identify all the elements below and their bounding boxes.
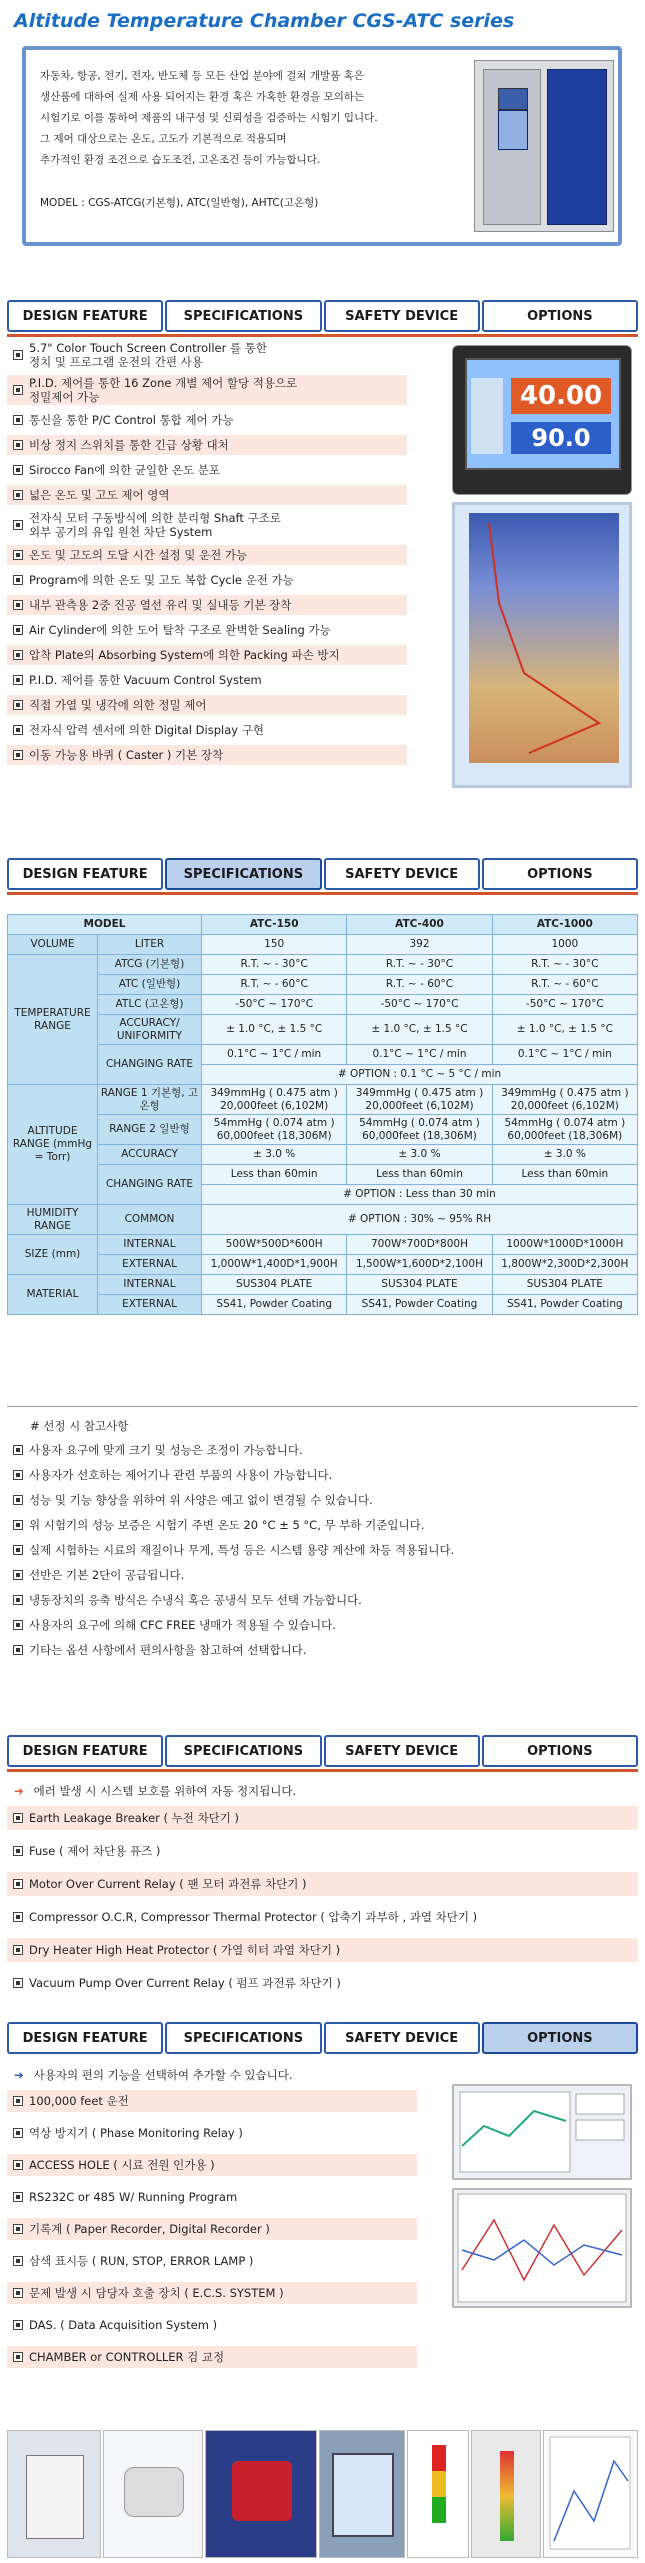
note-item [7, 1640, 638, 1660]
range1-b: 20,000feet (6,102M) [220, 1099, 329, 1112]
cell-range1: RANGE 1 기본형, 고온형 [98, 1085, 202, 1115]
chamber-product-image [474, 60, 614, 232]
row-size: SIZE (mm) [8, 1235, 98, 1275]
safety-item-text: Motor Over Current Relay ( 팬 모터 과전류 차단기 ) [29, 1877, 307, 1891]
feature-item-text: 5.7" Color Touch Screen Controller 를 통한 정치 및 프로그램 운전의 간편 사용 [29, 341, 267, 369]
safety-item-text: Fuse ( 제어 차단용 퓨즈 ) [29, 1844, 161, 1858]
chart-paper-photo [543, 2430, 638, 2558]
safety-item [7, 1905, 638, 1929]
access-hole-photo [103, 2430, 203, 2558]
option-item-text: 기록계 ( Paper Recorder, Digital Recorder ) [29, 2222, 270, 2236]
cell-range2-value [347, 1115, 492, 1145]
cell-range1-value [492, 1085, 637, 1115]
chamber-door [547, 69, 607, 225]
square-bullet-icon [13, 465, 23, 475]
note-item [7, 1540, 638, 1560]
paper-frame [550, 2437, 630, 2549]
options-list [7, 2090, 417, 2378]
feature-item [7, 570, 407, 590]
feature-item-text: 전자식 모터 구동방식에 의한 분리형 Shaft 구조로 외부 공기의 유입 원천 차단 System [29, 511, 281, 539]
feature-item-text: 통신을 통한 P/C Control 통합 제어 가능 [29, 413, 234, 427]
option-item [7, 2282, 417, 2304]
tab-safety-device[interactable]: SAFETY DEVICE [324, 2022, 480, 2054]
cell: ± 3.0 % [202, 1145, 347, 1165]
arrow-right-icon: ➔ [14, 1784, 24, 1798]
model-line: MODEL : CGS-ATCG(기본형), ATC(일반형), AHTC(고온형) [40, 197, 319, 209]
controller-screen [465, 358, 621, 470]
temperature-profile-line [489, 523, 599, 753]
page-title: Altitude Temperature Chamber CGS-ATC series [14, 10, 515, 32]
safety-item [7, 1971, 638, 1995]
square-bullet-icon [13, 440, 23, 450]
tab-specifications[interactable]: SPECIFICATIONS [165, 1735, 321, 1767]
safety-item [7, 1806, 638, 1830]
cell: SS41, Powder Coating [202, 1295, 347, 1315]
cell-range1-value [202, 1085, 347, 1115]
feature-item [7, 595, 407, 615]
cell: SS41, Powder Coating [347, 1295, 492, 1315]
tab-specifications[interactable]: SPECIFICATIONS [165, 2022, 321, 2054]
lamp-stack [500, 2451, 514, 2541]
note-item [7, 1490, 638, 1510]
th-atc400: ATC-400 [347, 915, 492, 935]
square-bullet-icon [13, 1813, 23, 1823]
row-humidity: HUMIDITY RANGE [8, 1205, 98, 1235]
feature-item-text: 이동 가능용 바퀴 ( Caster ) 기본 장착 [29, 748, 224, 762]
option-item-text: 문제 발생 시 담당자 호출 장치 ( E.C.S. SYSTEM ) [29, 2286, 284, 2300]
cell-internal: INTERNAL [98, 1275, 202, 1295]
safety-item-text: Compressor O.C.R, Compressor Thermal Protector ( 압축기 과부하 , 과열 차단기 ) [29, 1910, 478, 1924]
cell-alt-changing-option: # OPTION : Less than 30 min [202, 1185, 638, 1205]
feature-item-text: 넓은 온도 및 고도 제어 영역 [29, 488, 170, 502]
cell: 1,800W*2,300D*2,300H [492, 1255, 637, 1275]
tab-specifications[interactable]: SPECIFICATIONS [165, 858, 321, 890]
cell: 0.1°C ~ 1°C / min [347, 1045, 492, 1065]
option-item [7, 2186, 417, 2208]
feature-item-text: 온도 및 고도의 도달 시간 설정 및 운전 가능 [29, 548, 248, 562]
tab-underline [7, 334, 638, 337]
intro-box [22, 46, 622, 246]
lamp-photo [471, 2430, 541, 2558]
cell-alt-accuracy: ACCURACY [98, 1145, 202, 1165]
feature-item [7, 670, 407, 690]
lamp-yellow [432, 2471, 446, 2497]
intro-line: 자동차, 항공, 전기, 전자, 반도체 등 모든 산업 분야에 걸쳐 개발품 혹은 [40, 70, 364, 82]
note-item [7, 1515, 638, 1535]
cell-humidity-option: # OPTION : 30% ~ 95% RH [202, 1205, 638, 1235]
feature-item-text: 비상 정지 스위치를 통한 긴급 상황 대처 [29, 438, 229, 452]
intro-line: 그 제어 대상으로는 온도, 고도가 기본적으로 적용되며 [40, 133, 287, 145]
square-bullet-icon [13, 750, 23, 760]
square-bullet-icon [13, 1912, 23, 1922]
cell-volume-2: 392 [347, 935, 492, 955]
square-bullet-icon [13, 490, 23, 500]
recorder-photo [319, 2430, 405, 2558]
safety-list [7, 1806, 638, 2004]
relay-body [26, 2455, 84, 2539]
feature-item [7, 460, 407, 480]
cell-external: EXTERNAL [98, 1295, 202, 1315]
tab-bar-spec [7, 858, 638, 890]
cell: ± 3.0 % [492, 1145, 637, 1165]
safety-intro [14, 1783, 296, 1799]
options-intro [14, 2067, 293, 2083]
cell: 0.1°C ~ 1°C / min [492, 1045, 637, 1065]
cell: Less than 60min [492, 1165, 637, 1185]
cell: ± 1.0 °C, ± 1.5 °C [202, 1015, 347, 1045]
feature-item [7, 375, 407, 405]
feature-item [7, 695, 407, 715]
altitude-curve [469, 513, 619, 763]
feature-item [7, 435, 407, 455]
feature-list [7, 340, 407, 770]
tab-options[interactable]: OPTIONS [482, 858, 638, 890]
square-bullet-icon [13, 625, 23, 635]
option-item [7, 2154, 417, 2176]
feature-item-text: Air Cylinder에 의한 도어 탈착 구조로 완벽한 Sealing 가능 [29, 623, 331, 637]
square-bullet-icon [13, 2256, 23, 2266]
cell: Less than 60min [347, 1165, 492, 1185]
feature-item [7, 645, 407, 665]
cell: R.T. ~ - 30°C [492, 955, 637, 975]
tab-bar-design [7, 300, 638, 332]
connector-body [232, 2461, 292, 2521]
feature-item [7, 720, 407, 740]
note-item-text: 사용자 요구에 맞게 크기 및 성능은 조정이 가능합니다. [29, 1443, 303, 1457]
cell: R.T. ~ - 30°C [202, 955, 347, 975]
cell-atlc: ATLC (고온형) [98, 995, 202, 1015]
paper-chart [544, 2431, 637, 2557]
controller-sidebar [471, 378, 503, 454]
relay-photo [7, 2430, 101, 2558]
tab-bar-safety [7, 1735, 638, 1767]
safety-item-text: Dry Heater High Heat Protector ( 가열 히터 과열 차단기 ) [29, 1943, 341, 1957]
square-bullet-icon [13, 1545, 23, 1555]
cell-accuracy: ACCURACY/ UNIFORMITY [98, 1015, 202, 1045]
feature-item [7, 485, 407, 505]
square-bullet-icon [13, 1620, 23, 1630]
recorder-trend [454, 2190, 630, 2306]
cell-range2-value [202, 1115, 347, 1145]
feature-item [7, 340, 407, 370]
cell: 0.1°C ~ 1°C / min [202, 1045, 347, 1065]
note-item [7, 1615, 638, 1635]
cell: R.T. ~ - 60°C [347, 975, 492, 995]
cell: SUS304 PLATE [202, 1275, 347, 1295]
cell: 500W*500D*600H [202, 1235, 347, 1255]
cell: 1,000W*1,400D*1,900H [202, 1255, 347, 1275]
options-intro-text: 사용자의 편의 기능을 선택하여 추가할 수 있습니다. [33, 2068, 293, 2082]
square-bullet-icon [13, 575, 23, 585]
square-bullet-icon [13, 1978, 23, 1988]
cell: R.T. ~ - 60°C [492, 975, 637, 995]
tab-underline [7, 1769, 638, 1772]
cell: -50°C ~ 170°C [347, 995, 492, 1015]
square-bullet-icon [13, 1595, 23, 1605]
square-bullet-icon [13, 350, 23, 360]
square-bullet-icon [13, 2160, 23, 2170]
connector-photo [205, 2430, 317, 2558]
intro-line: 추가적인 환경 조건으로 습도조건, 고온조건 등이 가능합니다. [40, 154, 321, 166]
cell-changing-rate: CHANGING RATE [98, 1045, 202, 1085]
option-item-text: DAS. ( Data Acquisition System ) [29, 2318, 218, 2332]
cell: ± 1.0 °C, ± 1.5 °C [492, 1015, 637, 1045]
square-bullet-icon [13, 650, 23, 660]
feature-item [7, 745, 407, 765]
range1-a: 349mmHg ( 0.475 atm ) [501, 1086, 629, 1099]
chamber-side-panel [483, 69, 541, 225]
square-bullet-icon [13, 2128, 23, 2138]
square-bullet-icon [13, 1470, 23, 1480]
square-bullet-icon [13, 1945, 23, 1955]
atmosphere-graph-image [452, 502, 632, 788]
cell: R.T. ~ - 60°C [202, 975, 347, 995]
intro-line: 생산품에 대하여 실제 사용 되어지는 환경 혹은 가혹한 환경을 모의하는 [40, 91, 365, 103]
arrow-right-icon: ➔ [14, 2068, 24, 2082]
square-bullet-icon [13, 1520, 23, 1530]
range2-a: 54mmHg ( 0.074 atm ) [213, 1116, 335, 1129]
square-bullet-icon [13, 2320, 23, 2330]
tab-design-feature[interactable]: DESIGN FEATURE [7, 858, 163, 890]
square-bullet-icon [13, 2096, 23, 2106]
note-item-text: 사용자가 선호하는 제어기나 관련 부품의 사용이 가능합니다. [29, 1468, 333, 1482]
tab-design-feature[interactable]: DESIGN FEATURE [7, 1735, 163, 1767]
controller-alt-readout: 90.0 [511, 422, 611, 454]
touch-controller-image [452, 345, 632, 495]
square-bullet-icon [13, 1570, 23, 1580]
option-item [7, 2314, 417, 2336]
specifications-table [7, 914, 638, 1315]
square-bullet-icon [13, 2288, 23, 2298]
cell-internal: INTERNAL [98, 1235, 202, 1255]
note-item-text: 위 시험기의 성능 보증은 시험기 주변 온도 20 °C ± 5 °C, 무 부하 기준입니다. [29, 1518, 425, 1532]
square-bullet-icon [13, 550, 23, 560]
row-altitude-range: ALTITUDE RANGE (mmHg = Torr) [8, 1085, 98, 1205]
feature-item-text: 내부 관측용 2중 진공 열선 유리 및 실내등 기본 장착 [29, 598, 292, 612]
square-bullet-icon [13, 700, 23, 710]
range1-b: 20,000feet (6,102M) [365, 1099, 474, 1112]
cell-range1-value [347, 1085, 492, 1115]
option-item-text: RS232C or 485 W/ Running Program [29, 2190, 238, 2204]
th-atc1000: ATC-1000 [492, 915, 637, 935]
square-bullet-icon [13, 675, 23, 685]
recorder-display [332, 2453, 394, 2537]
tab-design-feature[interactable]: DESIGN FEATURE [7, 300, 163, 332]
feature-item [7, 510, 407, 540]
recorder-chart [454, 2086, 630, 2178]
option-item-text: 100,000 feet 운전 [29, 2094, 129, 2108]
note-item-text: 선반은 기본 2단이 공급됩니다. [29, 1568, 185, 1582]
tab-safety-device[interactable]: SAFETY DEVICE [324, 300, 480, 332]
cell: -50°C ~ 170°C [202, 995, 347, 1015]
note-item-text: 실제 시험하는 시료의 재질이나 무게, 특성 등은 시스템 용량 계산에 차등 적용됩니다. [29, 1543, 455, 1557]
cell: -50°C ~ 170°C [492, 995, 637, 1015]
square-bullet-icon [13, 2192, 23, 2202]
feature-item-text: 직접 가열 및 냉각에 의한 정밀 제어 [29, 698, 207, 712]
range2-b: 60,000feet (18,306M) [507, 1129, 623, 1142]
square-bullet-icon [13, 1445, 23, 1455]
th-model: MODEL [8, 915, 202, 935]
feature-item [7, 545, 407, 565]
cell: Less than 60min [202, 1165, 347, 1185]
option-item [7, 2090, 417, 2112]
safety-item-text: Vacuum Pump Over Current Relay ( 펌프 과전류 차단기 ) [29, 1976, 341, 1990]
range1-a: 349mmHg ( 0.475 atm ) [355, 1086, 484, 1099]
cell-range2: RANGE 2 일반형 [98, 1115, 202, 1145]
row-material: MATERIAL [8, 1275, 98, 1315]
option-item-text: ACCESS HOLE ( 시료 전원 인가용 ) [29, 2158, 215, 2172]
square-bullet-icon [13, 1846, 23, 1856]
square-bullet-icon [13, 725, 23, 735]
cell-volume-3: 1000 [492, 935, 637, 955]
note-item-text: 성능 및 기능 향상을 위하여 위 사양은 예고 없이 변경될 수 있습니다. [29, 1493, 373, 1507]
value-box [576, 2094, 624, 2114]
tab-safety-device[interactable]: SAFETY DEVICE [324, 1735, 480, 1767]
cell: SUS304 PLATE [492, 1275, 637, 1295]
note-item-text: 사용자의 요구에 의해 CFC FREE 냉매가 적용될 수 있습니다. [29, 1618, 336, 1632]
tab-design-feature[interactable]: DESIGN FEATURE [7, 2022, 163, 2054]
range2-a: 54mmHg ( 0.074 atm ) [504, 1116, 626, 1129]
safety-item-text: Earth Leakage Breaker ( 누전 차단기 ) [29, 1811, 240, 1825]
note-item [7, 1565, 638, 1585]
cell: 700W*700D*800H [347, 1235, 492, 1255]
option-item [7, 2250, 417, 2272]
square-bullet-icon [13, 1645, 23, 1655]
tab-options[interactable]: OPTIONS [482, 2022, 638, 2054]
chamber-screen [498, 88, 528, 110]
cell-volume-1: 150 [202, 935, 347, 955]
square-bullet-icon [13, 1879, 23, 1889]
tab-bar-options [7, 2022, 638, 2054]
tab-safety-device[interactable]: SAFETY DEVICE [324, 858, 480, 890]
square-bullet-icon [13, 2352, 23, 2362]
option-item-text: 삼색 표시등 ( RUN, STOP, ERROR LAMP ) [29, 2254, 254, 2268]
feature-item-text: Sirocco Fan에 의한 균일한 온도 분포 [29, 463, 220, 477]
option-item [7, 2346, 417, 2368]
cell-external: EXTERNAL [98, 1255, 202, 1275]
row-volume: VOLUME [8, 935, 98, 955]
cell: 1,500W*1,600D*2,100H [347, 1255, 492, 1275]
cell-alt-changing: CHANGING RATE [98, 1165, 202, 1205]
chamber-window [498, 110, 528, 150]
range2-b: 60,000feet (18,306M) [362, 1129, 477, 1142]
square-bullet-icon [13, 415, 23, 425]
cell: 1000W*1000D*1000H [492, 1235, 637, 1255]
feature-item-text: 압착 Plate의 Absorbing System에 의한 Packing 파손 방지 [29, 648, 340, 662]
feature-item [7, 410, 407, 430]
square-bullet-icon [13, 2224, 23, 2234]
row-temperature-range: TEMPERATURE RANGE [8, 955, 98, 1085]
lamp-green [432, 2497, 446, 2523]
signal-tower-photo [407, 2430, 469, 2558]
note-item [7, 1440, 638, 1460]
th-atc150: ATC-150 [202, 915, 347, 935]
note-item-text: 냉동장치의 응축 방식은 수냉식 혹은 공냉식 모두 선택 가능합니다. [29, 1593, 362, 1607]
range2-b: 60,000feet (18,306M) [216, 1129, 332, 1142]
feature-item-text: Program에 의한 온도 및 고도 복합 Cycle 운전 가능 [29, 573, 294, 587]
safety-item [7, 1839, 638, 1863]
cell-liter: LITER [98, 935, 202, 955]
option-item-text: CHAMBER or CONTROLLER 검 교정 [29, 2350, 225, 2364]
option-item [7, 2218, 417, 2240]
cell: SS41, Powder Coating [492, 1295, 637, 1315]
range2-a: 54mmHg ( 0.074 atm ) [359, 1116, 480, 1129]
feature-item [7, 620, 407, 640]
square-bullet-icon [13, 1495, 23, 1505]
feature-item-text: P.I.D. 제어를 통한 16 Zone 개별 제어 할당 적용으로 정밀제어 가능 [29, 376, 298, 404]
tab-underline [7, 892, 638, 895]
controller-temp-readout: 40.00 [511, 378, 611, 414]
digital-recorder-image [452, 2188, 632, 2308]
feature-item-text: 전자식 압력 센서에 의한 Digital Display 구현 [29, 723, 264, 737]
access-plug [124, 2467, 184, 2517]
square-bullet-icon [13, 600, 23, 610]
cell: ± 1.0 °C, ± 1.5 °C [347, 1015, 492, 1045]
square-bullet-icon [13, 520, 23, 530]
cell-changing-option: # OPTION : 0.1 °C ~ 5 °C / min [202, 1065, 638, 1085]
cell: SUS304 PLATE [347, 1275, 492, 1295]
cell-atcg: ATCG (기본형) [98, 955, 202, 975]
recorder-screen-image [452, 2084, 632, 2180]
cell: ± 3.0 % [347, 1145, 492, 1165]
option-item-text: 역상 방지기 ( Phase Monitoring Relay ) [29, 2126, 243, 2140]
cell-range2-value [492, 1115, 637, 1145]
tab-options[interactable]: OPTIONS [482, 300, 638, 332]
range1-b: 20,000feet (6,102M) [510, 1099, 619, 1112]
value-box [576, 2120, 624, 2140]
safety-item [7, 1872, 638, 1896]
option-item [7, 2122, 417, 2144]
cell-atc: ATC (일반형) [98, 975, 202, 995]
notes-list [7, 1440, 638, 1665]
note-item [7, 1465, 638, 1485]
square-bullet-icon [13, 385, 23, 395]
note-item-text: 기타는 옵션 사항에서 편의사항을 참고하여 선택합니다. [29, 1643, 307, 1657]
safety-intro-text: 에러 발생 시 시스템 보호를 위하여 자동 정지됩니다. [33, 1784, 297, 1798]
cell-common: COMMON [98, 1205, 202, 1235]
intro-line: 시험기로 이를 통하여 제품의 내구성 및 신뢰성을 검증하는 시험기 입니다. [40, 112, 378, 124]
notes-title: # 선정 시 참고사항 [30, 1419, 129, 1433]
feature-item-text: P.I.D. 제어를 통한 Vacuum Control System [29, 673, 262, 687]
intro-text [40, 66, 450, 171]
separator [7, 1406, 638, 1407]
tab-specifications[interactable]: SPECIFICATIONS [165, 300, 321, 332]
cell: R.T. ~ - 30°C [347, 955, 492, 975]
range1-a: 349mmHg ( 0.475 atm ) [210, 1086, 338, 1099]
lamp-red [432, 2445, 446, 2471]
note-item [7, 1590, 638, 1610]
safety-item [7, 1938, 638, 1962]
tab-options[interactable]: OPTIONS [482, 1735, 638, 1767]
